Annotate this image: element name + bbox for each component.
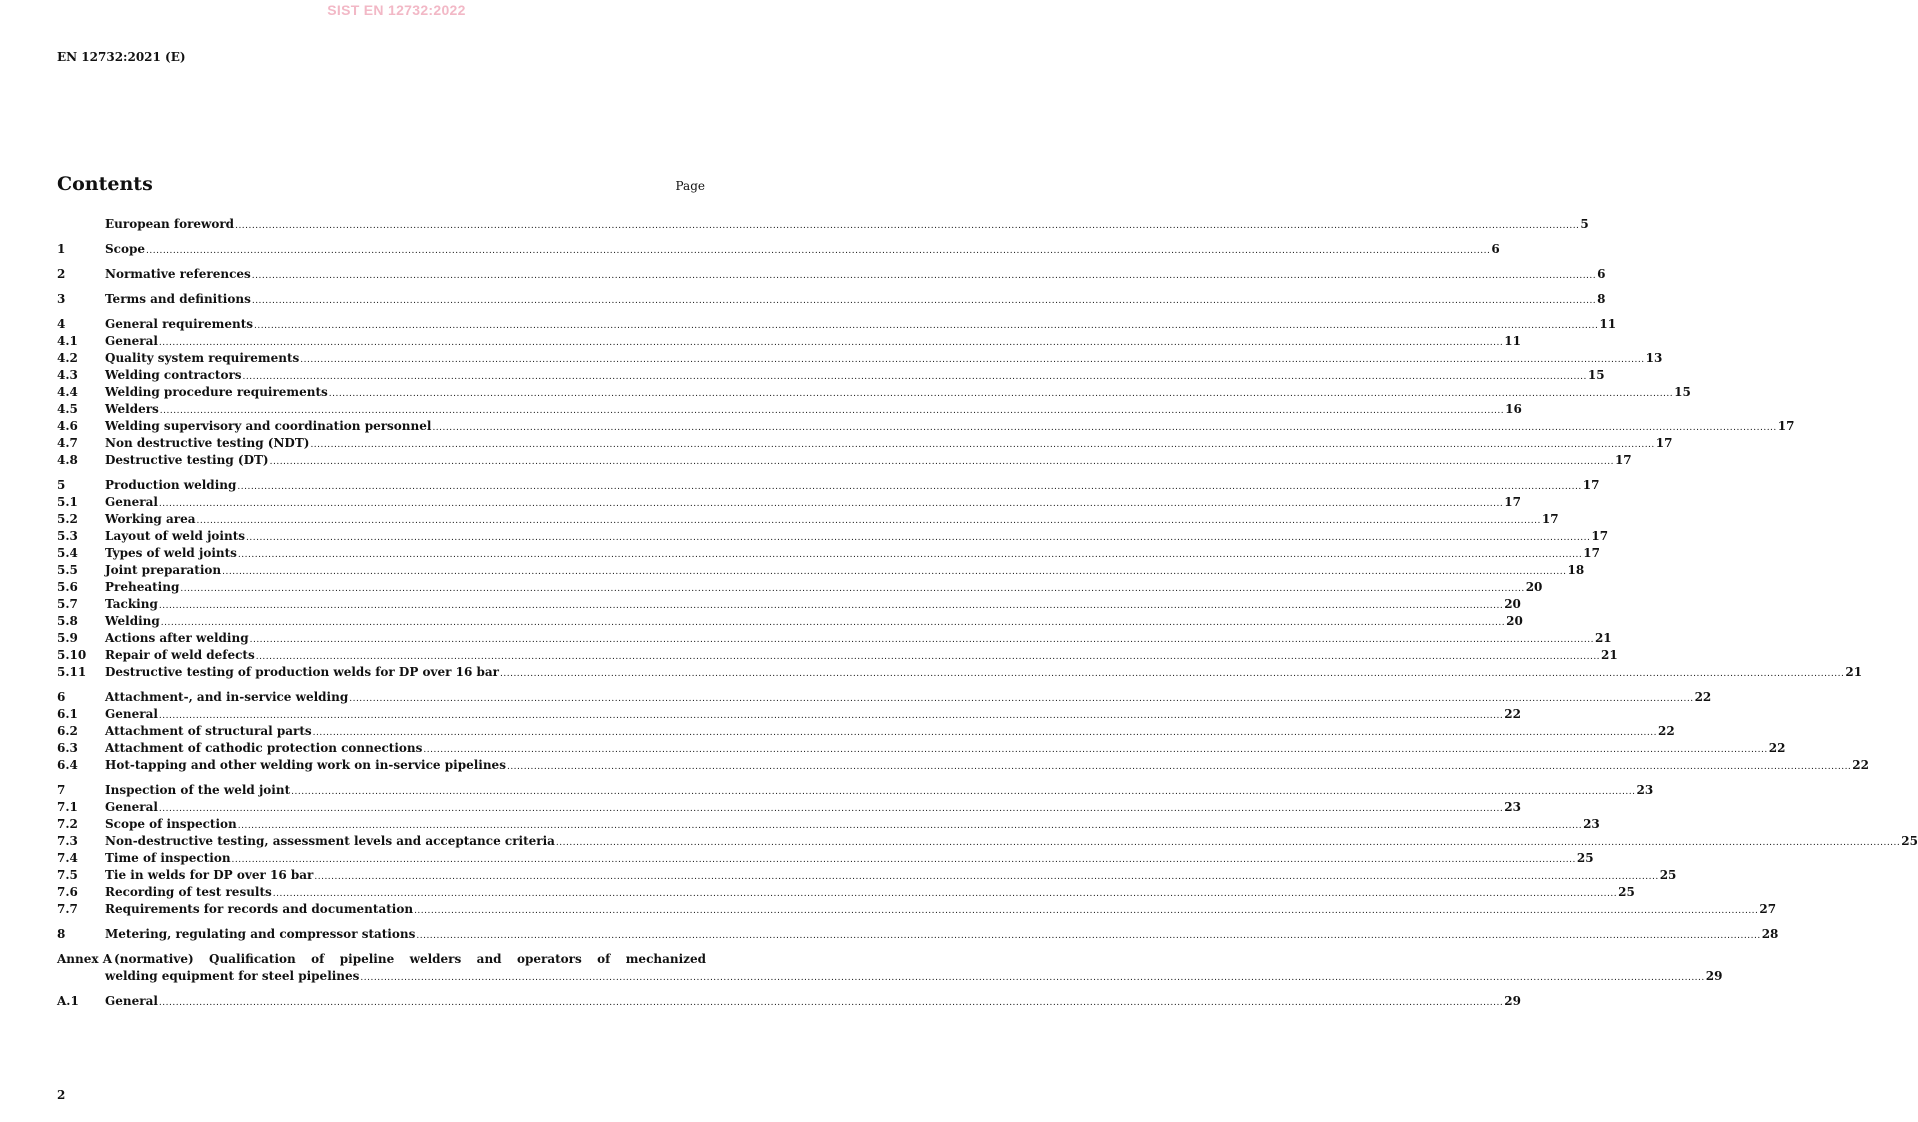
toc-entry[interactable] — [57, 647, 1618, 664]
toc-leader-dots: ................................................................................................................................................................................................................................................................................................................................................................................................................ — [237, 482, 1582, 492]
toc-leader-dots: ................................................................................................................................................................................................................................................................................................................................................................................................................ — [312, 728, 1657, 738]
toc-entry-page: 27 — [1759, 902, 1777, 916]
toc-entry-page: 15 — [1674, 385, 1691, 399]
toc-entry[interactable] — [57, 757, 1869, 774]
toc-entry-title: Attachment of structural parts — [105, 724, 312, 738]
toc-leader-dots: ................................................................................................................................................................................................................................................................................................................................................................................................................ — [158, 998, 1504, 1008]
toc-leader-dots: ................................................................................................................................................................................................................................................................................................................................................................................................................ — [328, 389, 1674, 399]
toc-entry-page: 6 — [1491, 242, 1500, 256]
toc-leader-dots: ................................................................................................................................................................................................................................................................................................................................................................................................................ — [158, 601, 1504, 611]
toc-entry-title: General — [105, 334, 158, 348]
toc-entry[interactable] — [57, 452, 1632, 469]
toc-entry-page: 13 — [1645, 351, 1663, 365]
toc-entry-number: 5.4 — [57, 546, 78, 560]
toc-entry-number: 5.7 — [57, 597, 78, 611]
toc-entry-number: 8 — [57, 927, 66, 941]
toc-entry-page: 22 — [1694, 690, 1712, 704]
toc-entry-page: 16 — [1505, 402, 1522, 416]
toc-leader-dots: ................................................................................................................................................................................................................................................................................................................................................................................................................ — [235, 221, 1580, 231]
toc-entry-page: 25 — [1659, 868, 1677, 882]
toc-entry-page: 20 — [1525, 580, 1543, 594]
toc-entry[interactable] — [57, 833, 1918, 850]
toc-entry-title: Recording of test results — [105, 885, 272, 899]
toc-leader-dots: ................................................................................................................................................................................................................................................................................................................................................................................................................ — [196, 516, 1541, 526]
watermark: SIST EN 12732:2022 — [327, 2, 466, 18]
toc-entry-page: 22 — [1658, 724, 1675, 738]
toc-entry-number: 7.5 — [57, 868, 78, 882]
toc-entry-number: 4.7 — [57, 436, 78, 450]
toc-entry-title: European foreword — [105, 217, 235, 231]
toc-entry-page: 11 — [1504, 334, 1521, 348]
toc-entry[interactable] — [57, 816, 1600, 833]
toc-entry-number: 5.5 — [57, 563, 78, 577]
toc-entry-page: 17 — [1655, 436, 1673, 450]
toc-entry-title: General — [105, 800, 158, 814]
toc-entry-number: 5.1 — [57, 495, 78, 509]
toc-entry-page: 17 — [1591, 529, 1609, 543]
toc-entry-title: General requirements — [105, 317, 254, 331]
toc-leader-dots: ................................................................................................................................................................................................................................................................................................................................................................................................................ — [222, 567, 1567, 577]
toc-entry-number: 5.10 — [57, 648, 87, 662]
toc-entry-title: Destructive testing of production welds for DP over 16 bar — [105, 665, 499, 679]
toc-entry-title: Tacking — [105, 597, 158, 611]
toc-entry-title: welding equipment for steel pipelines — [105, 969, 360, 983]
toc-entry-title: Welding — [105, 614, 160, 628]
toc-entry-number: 1 — [57, 242, 66, 256]
toc-entry-page: 21 — [1845, 665, 1863, 679]
toc-leader-dots: ................................................................................................................................................................................................................................................................................................................................................................................................................ — [158, 499, 1504, 509]
toc-entry[interactable] — [57, 867, 1677, 884]
toc-entry-page: 17 — [1541, 512, 1559, 526]
toc-leader-dots: ................................................................................................................................................................................................................................................................................................................................................................................................................ — [506, 762, 1852, 772]
toc-entry-number: 4.6 — [57, 419, 78, 433]
toc-entry-page: 25 — [1618, 885, 1635, 899]
toc-entry-title: Scope of inspection — [105, 817, 237, 831]
toc-entry-title: Hot-tapping and other welding work on in-service pipelines — [105, 758, 506, 772]
toc-entry-title: Actions after welding — [105, 631, 249, 645]
toc-entry-title: Destructive testing (DT) — [105, 453, 269, 467]
toc-entry-title: Normative references — [105, 267, 251, 281]
toc-entry-page: 22 — [1768, 741, 1786, 755]
toc-entry[interactable] — [57, 993, 1521, 1010]
toc-entry[interactable] — [57, 706, 1521, 723]
toc-leader-dots: ................................................................................................................................................................................................................................................................................................................................................................................................................ — [146, 246, 1491, 256]
toc-entry-title: (normative) Qualification of pipeline welders and operators of mechanized — [114, 952, 706, 966]
toc-leader-dots: ................................................................................................................................................................................................................................................................................................................................................................................................................ — [158, 711, 1504, 721]
toc-entry-number: 4.2 — [57, 351, 78, 365]
toc-entry-number: 5.2 — [57, 512, 78, 526]
toc-leader-dots: ................................................................................................................................................................................................................................................................................................................................................................................................................ — [251, 296, 1597, 306]
toc-leader-dots: ................................................................................................................................................................................................................................................................................................................................................................................................................ — [251, 271, 1597, 281]
toc-leader-dots: ................................................................................................................................................................................................................................................................................................................................................................................................................ — [158, 338, 1504, 348]
toc-entry-page: 17 — [1583, 546, 1600, 560]
toc-leader-dots: ................................................................................................................................................................................................................................................................................................................................................................................................................ — [291, 787, 1636, 797]
toc-leader-dots: ................................................................................................................................................................................................................................................................................................................................................................................................................ — [255, 652, 1601, 662]
toc-entry-page: 28 — [1761, 927, 1779, 941]
toc-entry-page: 25 — [1901, 834, 1918, 848]
toc-leader-dots: ................................................................................................................................................................................................................................................................................................................................................................................................................ — [254, 321, 1599, 331]
toc-entry-page: 29 — [1705, 969, 1723, 983]
toc-entry-number: 5 — [57, 478, 66, 492]
toc-entry-page: 29 — [1504, 994, 1521, 1008]
toc-entry-title: Terms and definitions — [105, 292, 251, 306]
toc-leader-dots: ................................................................................................................................................................................................................................................................................................................................................................................................................ — [416, 931, 1761, 941]
toc-entry-number: 6.3 — [57, 741, 78, 755]
toc-entry-title: Repair of weld defects — [105, 648, 255, 662]
toc-entry-page: 23 — [1583, 817, 1600, 831]
footer-page-number: 2 — [57, 1088, 66, 1102]
toc-entry[interactable] — [57, 494, 1521, 511]
toc-entry-number: 5.8 — [57, 614, 78, 628]
table-of-contents — [57, 216, 1918, 1010]
toc-entry[interactable] — [57, 850, 1594, 867]
toc-entry-page: 23 — [1636, 783, 1654, 797]
toc-entry-title: General — [105, 994, 158, 1008]
toc-entry-number: 5.9 — [57, 631, 78, 645]
toc-entry-title: Requirements for records and documentation — [105, 902, 414, 916]
toc-leader-dots: ................................................................................................................................................................................................................................................................................................................................................................................................................ — [423, 745, 1768, 755]
toc-entry-page: 6 — [1597, 267, 1606, 281]
toc-entry-title: Layout of weld joints — [105, 529, 245, 543]
toc-entry-number: 7.3 — [57, 834, 78, 848]
page-column-label: Page — [675, 179, 705, 193]
toc-entry-number: 7.4 — [57, 851, 78, 865]
toc-entry[interactable] — [57, 799, 1521, 816]
toc-entry[interactable] — [57, 333, 1521, 350]
toc-leader-dots: ................................................................................................................................................................................................................................................................................................................................................................................................................ — [555, 838, 1901, 848]
toc-entry-page: 17 — [1582, 478, 1600, 492]
toc-entry-title: Non destructive testing (NDT) — [105, 436, 310, 450]
toc-entry-title: Welding procedure requirements — [105, 385, 328, 399]
toc-entry-annex-a-continuation[interactable] — [57, 968, 1723, 985]
toc-leader-dots: ................................................................................................................................................................................................................................................................................................................................................................................................................ — [180, 584, 1525, 594]
toc-leader-dots: ................................................................................................................................................................................................................................................................................................................................................................................................................ — [432, 423, 1777, 433]
toc-leader-dots: ................................................................................................................................................................................................................................................................................................................................................................................................................ — [314, 872, 1659, 882]
toc-entry[interactable] — [57, 740, 1786, 757]
toc-entry-page: 21 — [1601, 648, 1618, 662]
toc-entry[interactable] — [57, 291, 1606, 308]
toc-entry-title: Non-destructive testing, assessment levels and acceptance criteria — [105, 834, 555, 848]
toc-entry-page: 8 — [1597, 292, 1606, 306]
toc-entry-number: 4 — [57, 317, 66, 331]
toc-entry-title: Inspection of the weld joint — [105, 783, 291, 797]
toc-entry-title: Production welding — [105, 478, 237, 492]
toc-entry-title: Metering, regulating and compressor stations — [105, 927, 416, 941]
toc-entry-title: Scope — [105, 242, 146, 256]
toc-entry[interactable] — [57, 579, 1543, 596]
toc-entry-title: Attachment-, and in-service welding — [105, 690, 349, 704]
toc-entry[interactable] — [57, 926, 1779, 943]
toc-entry[interactable] — [57, 477, 1600, 494]
contents-heading: Contents — [57, 173, 153, 195]
toc-entry[interactable] — [57, 216, 1589, 233]
toc-entry[interactable] — [57, 545, 1600, 562]
toc-entry[interactable] — [57, 418, 1795, 435]
toc-entry[interactable] — [57, 630, 1612, 647]
toc-entry-title: Quality system requirements — [105, 351, 300, 365]
toc-entry-number: 7.2 — [57, 817, 78, 831]
toc-entry-title: Welding supervisory and coordination personnel — [105, 419, 432, 433]
toc-entry-title: Preheating — [105, 580, 180, 594]
toc-leader-dots: ................................................................................................................................................................................................................................................................................................................................................................................................................ — [349, 694, 1694, 704]
toc-entry[interactable] — [57, 384, 1691, 401]
toc-entry-number: 7.6 — [57, 885, 78, 899]
toc-leader-dots: ................................................................................................................................................................................................................................................................................................................................................................................................................ — [237, 821, 1583, 831]
toc-entry[interactable] — [57, 664, 1863, 681]
toc-entry-number: 7.1 — [57, 800, 78, 814]
toc-entry-number: 4.1 — [57, 334, 78, 348]
toc-entry[interactable] — [57, 266, 1606, 283]
toc-entry[interactable] — [57, 241, 1500, 258]
toc-leader-dots: ................................................................................................................................................................................................................................................................................................................................................................................................................ — [272, 889, 1618, 899]
toc-entry-title: Attachment of cathodic protection connections — [105, 741, 423, 755]
toc-entry-number: 5.6 — [57, 580, 78, 594]
toc-entry-page: 5 — [1580, 217, 1589, 231]
toc-entry[interactable] — [57, 435, 1673, 452]
toc-entry-title: Welders — [105, 402, 159, 416]
toc-entry-annex-a[interactable] — [57, 951, 706, 968]
toc-leader-dots: ................................................................................................................................................................................................................................................................................................................................................................................................................ — [360, 973, 1705, 983]
toc-leader-dots: ................................................................................................................................................................................................................................................................................................................................................................................................................ — [500, 669, 1845, 679]
toc-entry-page: 25 — [1576, 851, 1594, 865]
toc-entry-number: A.1 — [57, 994, 79, 1008]
toc-entry-number: 4.4 — [57, 385, 78, 399]
toc-entry-page: 18 — [1567, 563, 1585, 577]
toc-entry[interactable] — [57, 884, 1635, 901]
toc-entry[interactable] — [57, 723, 1675, 740]
toc-leader-dots: ................................................................................................................................................................................................................................................................................................................................................................................................................ — [310, 440, 1655, 450]
toc-entry-number: 6 — [57, 690, 66, 704]
toc-entry-page: 17 — [1504, 495, 1521, 509]
toc-entry-number: Annex A — [57, 952, 113, 966]
toc-entry-title: Time of inspection — [105, 851, 231, 865]
toc-entry[interactable] — [57, 689, 1712, 706]
toc-leader-dots: ................................................................................................................................................................................................................................................................................................................................................................................................................ — [414, 906, 1759, 916]
toc-entry[interactable] — [57, 316, 1617, 333]
toc-entry[interactable] — [57, 367, 1605, 384]
toc-entry-page: 11 — [1599, 317, 1617, 331]
toc-entry-number: 4.8 — [57, 453, 78, 467]
toc-entry-page: 23 — [1504, 800, 1521, 814]
toc-leader-dots: ................................................................................................................................................................................................................................................................................................................................................................................................................ — [246, 533, 1591, 543]
toc-entry[interactable] — [57, 401, 1522, 418]
toc-entry-number: 5.11 — [57, 665, 87, 679]
document-id: EN 12732:2021 (E) — [57, 50, 186, 64]
toc-entry-page: 17 — [1777, 419, 1795, 433]
toc-entry-number: 4.5 — [57, 402, 78, 416]
toc-entry-number: 4.3 — [57, 368, 78, 382]
toc-entry[interactable] — [57, 511, 1559, 528]
toc-leader-dots: ................................................................................................................................................................................................................................................................................................................................................................................................................ — [300, 355, 1645, 365]
toc-entry-title: Joint preparation — [105, 563, 222, 577]
toc-entry[interactable] — [57, 596, 1521, 613]
toc-entry-title: Types of weld joints — [105, 546, 237, 560]
toc-entry-page: 20 — [1504, 597, 1521, 611]
toc-entry-number: 7.7 — [57, 902, 78, 916]
toc-entry-title: General — [105, 707, 158, 721]
toc-entry-number: 6.4 — [57, 758, 78, 772]
toc-leader-dots: ................................................................................................................................................................................................................................................................................................................................................................................................................ — [158, 804, 1504, 814]
toc-entry-title: Welding contractors — [105, 368, 242, 382]
toc-entry[interactable] — [57, 613, 1523, 630]
toc-entry[interactable] — [57, 782, 1654, 799]
toc-entry-title: Tie in welds for DP over 16 bar — [105, 868, 314, 882]
toc-entry-number: 6.2 — [57, 724, 78, 738]
toc-entry[interactable] — [57, 901, 1777, 918]
toc-entry[interactable] — [57, 562, 1585, 579]
toc-leader-dots: ................................................................................................................................................................................................................................................................................................................................................................................................................ — [237, 550, 1583, 560]
toc-entry-number: 5.3 — [57, 529, 78, 543]
toc-entry-number: 6.1 — [57, 707, 78, 721]
toc-entry-number: 2 — [57, 267, 66, 281]
toc-entry-page: 20 — [1506, 614, 1523, 628]
toc-leader-dots: ................................................................................................................................................................................................................................................................................................................................................................................................................ — [231, 855, 1576, 865]
toc-leader-dots: ................................................................................................................................................................................................................................................................................................................................................................................................................ — [269, 457, 1614, 467]
toc-entry-page: 22 — [1504, 707, 1521, 721]
toc-entry-page: 21 — [1594, 631, 1612, 645]
toc-leader-dots: ................................................................................................................................................................................................................................................................................................................................................................................................................ — [159, 406, 1505, 416]
toc-entry-page: 17 — [1614, 453, 1632, 467]
toc-leader-dots: ................................................................................................................................................................................................................................................................................................................................................................................................................ — [242, 372, 1587, 382]
toc-entry-title: Working area — [105, 512, 196, 526]
toc-entry-title: General — [105, 495, 158, 509]
toc-leader-dots: ................................................................................................................................................................................................................................................................................................................................................................................................................ — [249, 635, 1594, 645]
toc-entry-page: 22 — [1852, 758, 1869, 772]
toc-entry-number: 7 — [57, 783, 66, 797]
toc-entry[interactable] — [57, 350, 1663, 367]
toc-entry-number: 3 — [57, 292, 66, 306]
toc-entry[interactable] — [57, 528, 1609, 545]
toc-leader-dots: ................................................................................................................................................................................................................................................................................................................................................................................................................ — [160, 618, 1506, 628]
toc-entry-page: 15 — [1587, 368, 1605, 382]
